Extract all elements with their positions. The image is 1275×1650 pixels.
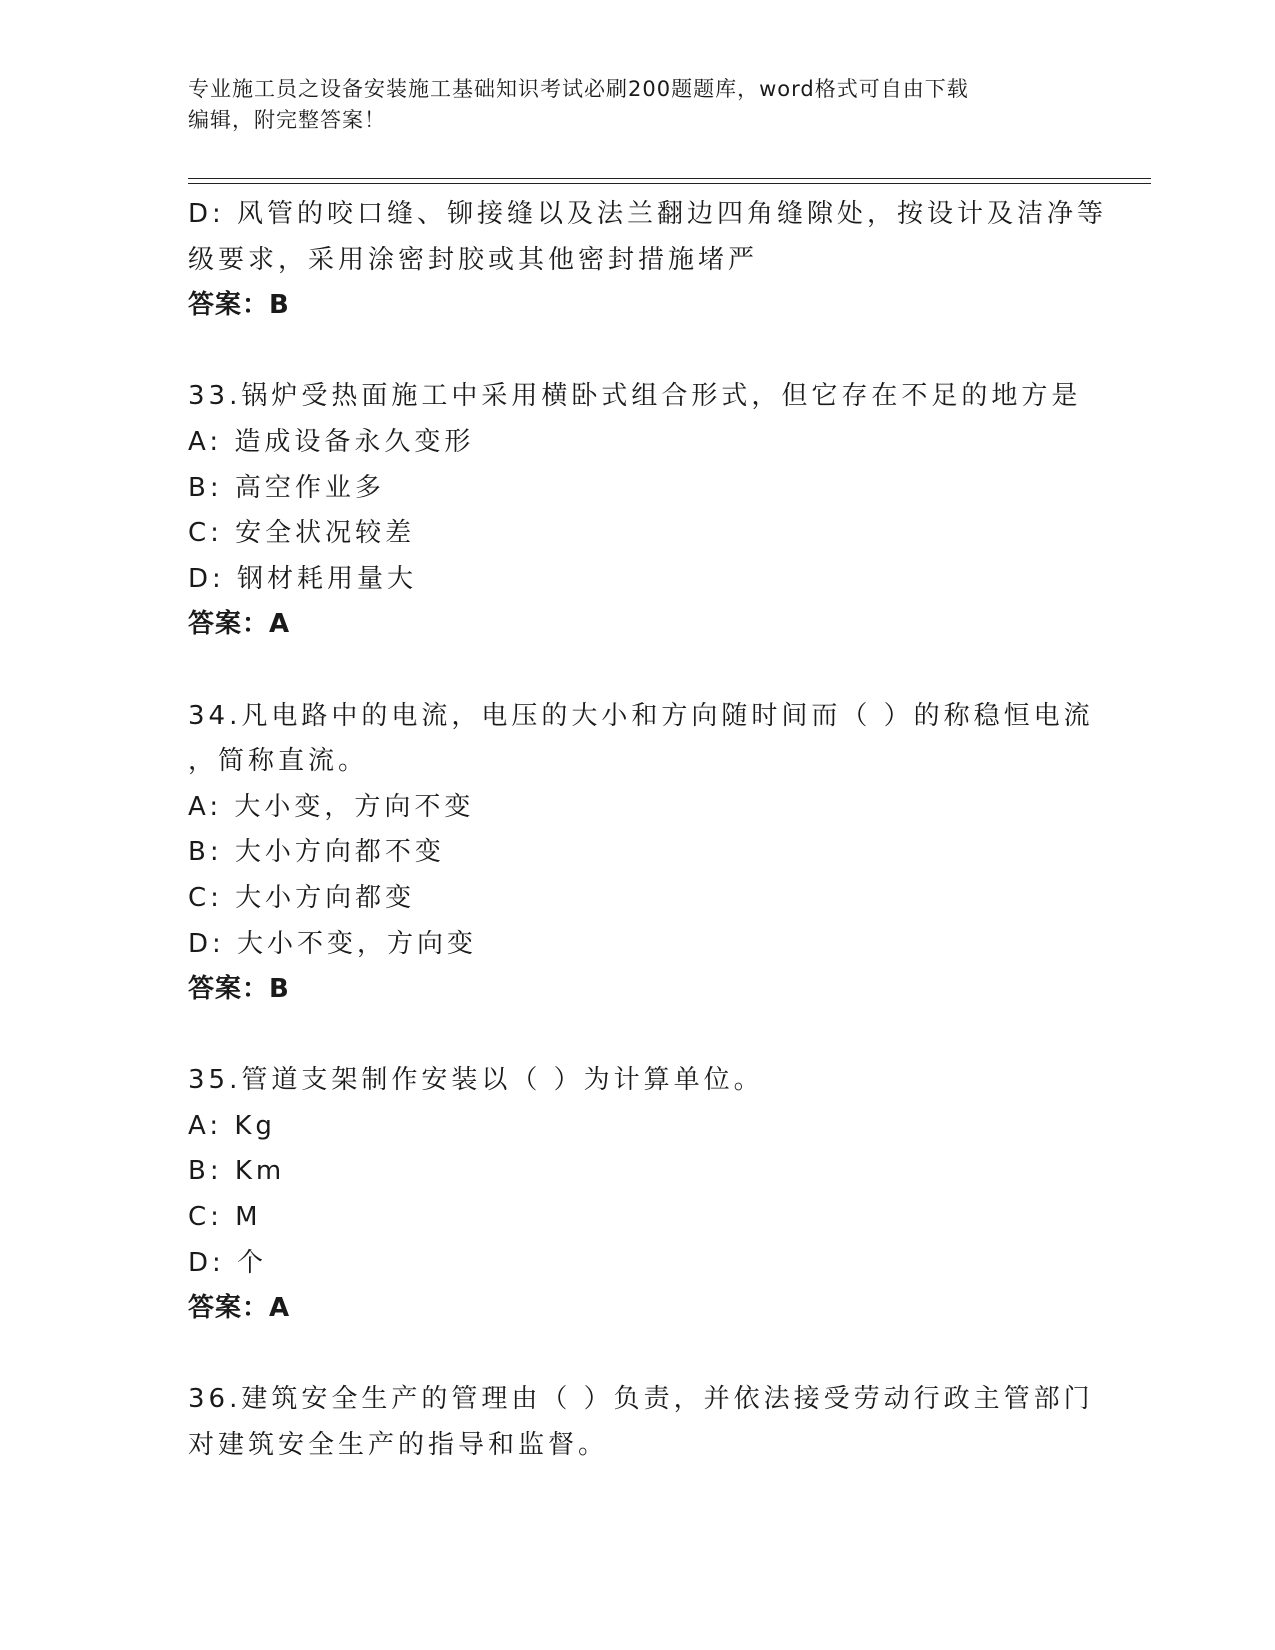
option-line: A: Kg (188, 1110, 276, 1141)
question-stem: 33.锅炉受热面施工中采用横卧式组合形式，但它存在不足的地方是 (188, 381, 1082, 412)
option-line: A: 造成设备永久变形 (188, 426, 475, 457)
option-line: B: 大小方向都不变 (188, 837, 445, 868)
option-line: D: 个 (188, 1247, 268, 1278)
block-spacer (188, 329, 1088, 375)
answer-line: 答案：A (188, 1293, 291, 1324)
question-stem: 34.凡电路中的电流，电压的大小和方向随时间而（ ）的称稳恒电流 (188, 700, 1094, 731)
document-header (188, 74, 1088, 136)
block-spacer (188, 648, 1088, 694)
option-line: 级要求，采用涂密封胶或其他密封措施堵严 (188, 244, 759, 275)
question-stem: 35.管道支架制作安装以（ ）为计算单位。 (188, 1065, 764, 1096)
answer-line: 答案：A (188, 609, 291, 640)
question-block (188, 1377, 1094, 1468)
header-divider-top (188, 178, 1151, 179)
header-line-2: 编辑，附完整答案！ (188, 108, 386, 132)
question-block (188, 374, 1088, 648)
option-line: D: 风管的咬口缝、铆接缝以及法兰翻边四角缝隙处，按设计及洁净等 (188, 199, 1108, 229)
question-block (188, 694, 1094, 1013)
option-line: C: 安全状况较差 (188, 518, 416, 549)
option-line: B: 高空作业多 (188, 472, 385, 503)
option-line: A: 大小变，方向不变 (188, 791, 475, 822)
question-list (188, 192, 1108, 1469)
question-stem-continued: ，简称直流。 (188, 746, 369, 777)
header-line-1: 专业施工员之设备安装施工基础知识考试必刷200题题库，word格式可自由下载 (188, 77, 969, 101)
option-line: C: M (188, 1202, 262, 1233)
option-line: B: Km (188, 1156, 286, 1187)
answer-line: 答案：B (188, 974, 290, 1005)
option-line: C: 大小方向都变 (188, 882, 416, 913)
question-block (188, 192, 1108, 329)
question-stem-continued: 对建筑安全生产的指导和监督。 (188, 1430, 609, 1461)
question-block (188, 1058, 1088, 1332)
block-spacer (188, 1332, 1088, 1378)
header-divider-bottom (188, 183, 1151, 184)
option-line: D: 大小不变，方向变 (188, 928, 478, 959)
question-stem: 36.建筑安全生产的管理由（ ）负责，并依法接受劳动行政主管部门 (188, 1384, 1094, 1415)
option-line: D: 钢材耗用量大 (188, 563, 418, 594)
answer-line: 答案：B (188, 290, 290, 321)
block-spacer (188, 1013, 1088, 1059)
